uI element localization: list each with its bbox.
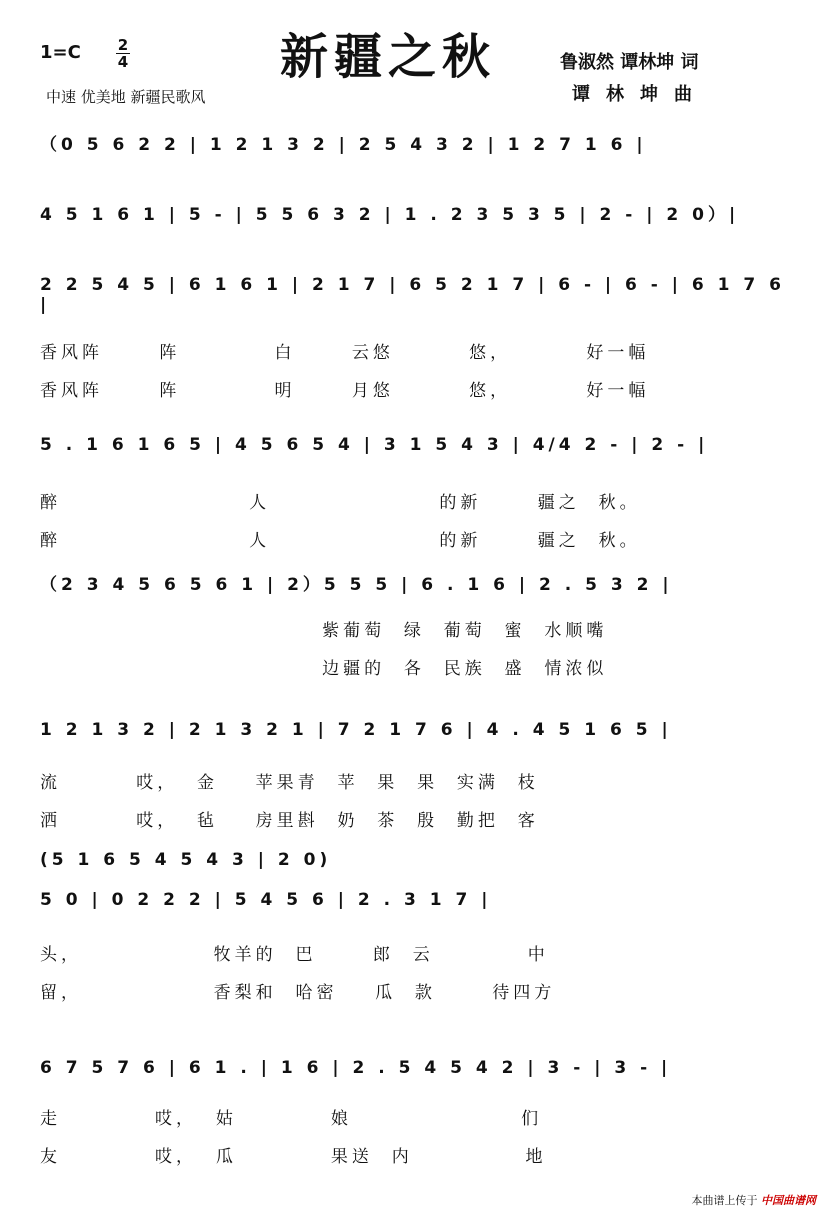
lyric-line: 走 哎， 姑 娘 们 [40,1109,543,1129]
notation-row: （0 5 6 2 2 | 1 2 1 3 2 | 2 5 4 3 2 | 1 2 7 1 6 | [40,135,647,155]
time-sig-bottom: 4 [117,53,129,71]
lyric-line: 流 哎， 金 苹果青 苹 果 果 实满 枝 [40,773,539,793]
lyric-line: 边疆的 各 民族 盛 情浓似 [40,659,608,679]
lyric-line: 洒 哎， 毡 房里斟 奶 茶 殷 勤把 客 [40,811,539,831]
notation-row: 1 2 1 3 2 | 2 1 3 2 1 | 7 2 1 7 6 | 4 . 4 5 1 6 5 | [40,720,672,740]
lyric-line: 香风阵 阵 白 云悠 悠， 好一幅 [40,343,650,363]
notation-row: (5 1 6 5 4 5 4 3 | 2 0) [40,850,332,870]
time-signature [116,38,130,69]
footer-text: 本曲谱上传于 [691,1194,758,1207]
notation-row: 6 7 5 7 6 | 6 1 . | 1 6 | 2 . 5 4 5 4 2 | 3 - | 3 - | [40,1058,672,1078]
lyric-line: 醉 人 的新 疆之 秋。 [40,493,641,513]
footer-brand: 中国曲谱网 [761,1194,816,1207]
lyric-line: 香风阵 阵 明 月悠 悠， 好一幅 [40,381,650,401]
notation-row: （2 3 4 5 6 5 6 1 | 2）5 5 5 | 6 . 1 6 | 2 . 5 3 2 | [40,575,673,595]
notation-row: 4 5 1 6 1 | 5 - | 5 5 6 3 2 | 1 . 2 3 5 3 5 | 2 - | 2 0）| [40,205,740,225]
footer-credit [692,1192,817,1208]
notation-row: 5 . 1 6 1 6 5 | 4 5 6 5 4 | 3 1 5 4 3 | 4/4 2 - | 2 - | [40,435,709,455]
lyric-line: 留， 香梨和 哈密 瓜 款 待四方 [40,983,556,1003]
song-title: 新疆之秋 [280,29,497,85]
tempo-marking: 中速 优美地 新疆民歌风 [46,88,206,106]
lyricist-credit: 鲁淑然 谭林坤 词 [560,52,699,73]
lyric-line: 紫葡萄 绿 葡萄 蜜 水顺嘴 [40,621,608,641]
key-signature: 1=C [40,42,81,63]
lyric-line: 头， 牧羊的 巴 郎 云 中 [40,945,549,965]
notation-row: 5 0 | 0 2 2 2 | 5 4 5 6 | 2 . 3 1 7 | [40,890,492,910]
notation-row: 2 2 5 4 5 | 6 1 6 1 | 2 1 7 | 6 5 2 1 7 | 6 - | 6 - | 6 1 7 6 | [40,275,785,315]
time-sig-top: 2 [117,36,129,54]
lyric-line: 醉 人 的新 疆之 秋。 [40,531,641,551]
lyric-line: 友 哎， 瓜 果送 内 地 [40,1147,547,1167]
composer-credit: 谭林坤曲 [572,84,708,105]
